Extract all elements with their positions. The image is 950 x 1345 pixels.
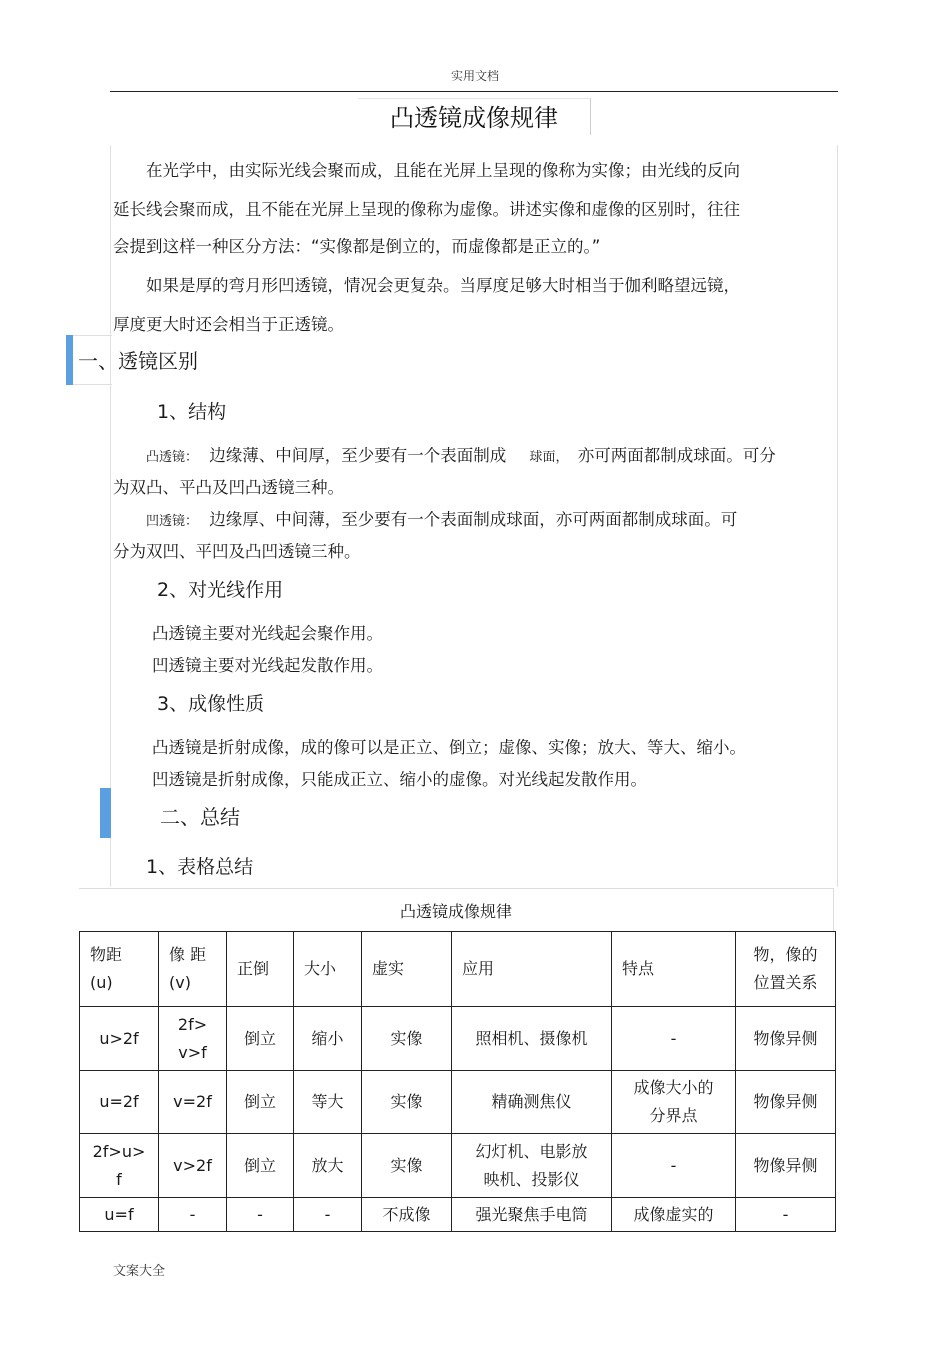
cell-text: - — [324, 1204, 331, 1224]
table-caption: 凸透镜成像规律 — [79, 888, 834, 931]
table-cell — [612, 1007, 736, 1071]
light-effect-heading: 2、对光线作用 — [157, 579, 284, 601]
table-cell — [294, 1134, 362, 1198]
cell-text: 缩小 — [311, 1028, 344, 1048]
intro-paragraph-1-line-3: 会提到这样一种区分方法：“实像都是倒立的，而虚像都是正立的。” — [113, 237, 601, 256]
convex-light-effect: 凸透镜主要对光线起会聚作用。 — [152, 624, 383, 643]
cell-text: 不成像 — [382, 1204, 431, 1224]
cell-text: 映机、投影仪 — [483, 1169, 580, 1189]
header-size — [294, 932, 362, 1007]
cell-text: - — [670, 1155, 677, 1175]
cell-text: 幻灯机、电影放 — [475, 1141, 588, 1161]
cell-text: 精确测焦仪 — [491, 1092, 572, 1111]
concave-label: 凹透镜： — [146, 514, 199, 529]
convex-text-b: 亦可两面都制成球面。可分 — [577, 446, 776, 465]
table-cell — [294, 1198, 362, 1232]
table-cell — [612, 1071, 736, 1134]
cell-text: 实像 — [390, 1028, 423, 1048]
section-2-accent-bar — [100, 788, 111, 838]
intro-paragraph-2-line-2: 厚度更大时还会相当于正透镜。 — [113, 315, 344, 334]
cell-text: - — [670, 1028, 677, 1048]
cell-text: 强光聚焦手电筒 — [475, 1204, 588, 1224]
concave-light-effect: 凹透镜主要对光线起发散作用。 — [152, 656, 383, 675]
header-orientation — [227, 932, 294, 1007]
table-cell — [227, 1134, 294, 1198]
table-cell — [736, 1198, 836, 1232]
cell-text: 大小 — [304, 959, 337, 978]
table-cell — [294, 1071, 362, 1134]
table-summary-heading: 1、表格总结 — [146, 856, 254, 878]
header-image-distance — [159, 932, 227, 1007]
cell-text: 位置关系 — [753, 973, 818, 992]
imaging-rules-table — [79, 931, 836, 1232]
table-cell — [80, 1071, 159, 1134]
table-cell — [227, 1071, 294, 1134]
cell-text: 实像 — [390, 1155, 423, 1175]
cell-text: 倒立 — [243, 1028, 276, 1048]
convex-structure-line-2: 为双凸、平凸及凹凸透镜三种。 — [113, 478, 344, 497]
table-cell — [362, 1007, 452, 1071]
header-application — [452, 932, 612, 1007]
cell-text: v>f — [178, 1042, 207, 1062]
section-1-heading: 一、透镜区别 — [78, 349, 198, 373]
table-cell — [362, 1071, 452, 1134]
page-footer: 文案大全 — [113, 1264, 166, 1279]
table-row — [80, 1198, 836, 1232]
table-cell — [227, 1007, 294, 1071]
header-divider — [110, 91, 838, 92]
imaging-nature-heading: 3、成像性质 — [157, 693, 265, 715]
cell-text: v=2f — [173, 1092, 212, 1111]
cell-text: 像 距 — [169, 945, 207, 964]
table-cell — [159, 1071, 227, 1134]
table-cell — [452, 1071, 612, 1134]
cell-text: 物，像的 — [753, 945, 818, 964]
table-cell — [362, 1134, 452, 1198]
section-1-accent-bar — [66, 335, 73, 385]
table-cell — [159, 1007, 227, 1071]
cell-text: 分界点 — [649, 1106, 698, 1125]
cell-text: 虚实 — [372, 959, 405, 978]
table-cell — [612, 1134, 736, 1198]
cell-text: 成像虚实的 — [633, 1204, 714, 1224]
cell-text: 物像异侧 — [753, 1092, 818, 1111]
content-frame-right — [837, 145, 838, 887]
convex-structure-line-1 — [146, 442, 776, 466]
cell-text: - — [189, 1204, 196, 1224]
cell-text: - — [257, 1204, 263, 1224]
cell-text: 2f>u> — [92, 1141, 146, 1161]
content-frame-left — [110, 145, 111, 887]
table-cell — [736, 1071, 836, 1134]
cell-text: v>2f — [173, 1155, 212, 1175]
header-feature — [612, 932, 736, 1007]
cell-text: 照相机、摄像机 — [475, 1028, 588, 1048]
cell-text: 特点 — [622, 959, 655, 978]
table-cell — [452, 1198, 612, 1232]
header-real-virtual — [362, 932, 452, 1007]
structure-heading: 1、结构 — [157, 401, 227, 423]
convex-text-a: 边缘薄、中间厚，至少要有一个表面制成 — [209, 446, 507, 465]
cell-text: 正倒 — [237, 959, 270, 978]
header-position — [736, 932, 836, 1007]
page-title: 凸透镜成像规律 — [358, 98, 591, 135]
table-cell — [452, 1134, 612, 1198]
cell-text: 2f> — [177, 1014, 208, 1034]
table-row — [80, 1007, 836, 1071]
cell-text: u=2f — [99, 1092, 139, 1111]
table-header-row — [80, 932, 836, 1007]
table-cell — [159, 1134, 227, 1198]
table-cell — [612, 1198, 736, 1232]
table-cell — [736, 1007, 836, 1071]
table-cell — [80, 1007, 159, 1071]
concave-structure-line-2: 分为双凹、平凹及凸凹透镜三种。 — [113, 542, 361, 561]
cell-text: 实像 — [390, 1092, 423, 1111]
table-cell — [452, 1007, 612, 1071]
convex-sphere-term: 球面， — [529, 450, 569, 465]
table-row — [80, 1134, 836, 1198]
intro-paragraph-1-line-2: 延长线会聚而成，且不能在光屏上呈现的像称为虚像。讲述实像和虚像的区别时，往往 — [113, 200, 740, 219]
table-cell — [159, 1198, 227, 1232]
table-cell — [227, 1198, 294, 1232]
cell-text: - — [782, 1204, 789, 1224]
header-object-distance — [80, 932, 159, 1007]
concave-text: 边缘厚、中间薄，至少要有一个表面制成球面，亦可两面都制成球面。可 — [209, 510, 738, 529]
table-cell — [80, 1134, 159, 1198]
table-row — [80, 1071, 836, 1134]
convex-label: 凸透镜： — [146, 450, 199, 465]
cell-text: 物距 — [90, 945, 123, 964]
cell-text: 放大 — [311, 1155, 344, 1175]
cell-text: 物像异侧 — [753, 1155, 818, 1175]
cell-text: u>2f — [99, 1028, 139, 1048]
cell-text: 倒立 — [243, 1155, 276, 1175]
cell-text: 倒立 — [243, 1092, 276, 1111]
cell-text: f — [116, 1169, 122, 1189]
intro-paragraph-2-line-1: 如果是厚的弯月形凹透镜，情况会更复杂。当厚度足够大时相当于伽利略望远镜， — [146, 276, 740, 295]
cell-text: 物像异侧 — [753, 1028, 818, 1048]
cell-text: 应用 — [462, 959, 495, 978]
section-2-heading: 二、总结 — [160, 805, 240, 829]
cell-text: (v) — [169, 973, 191, 992]
intro-paragraph-1-line-1: 在光学中，由实际光线会聚而成，且能在光屏上呈现的像称为实像；由光线的反向 — [146, 161, 740, 180]
table-cell — [294, 1007, 362, 1071]
table-cell — [362, 1198, 452, 1232]
page-header: 实用文档 — [450, 69, 499, 83]
convex-imaging-nature: 凸透镜是折射成像，成的像可以是正立、倒立；虚像、实像；放大、等大、缩小。 — [152, 738, 746, 757]
table-cell — [736, 1134, 836, 1198]
table-cell — [80, 1198, 159, 1232]
cell-text: 成像大小的 — [633, 1078, 714, 1097]
concave-imaging-nature: 凹透镜是折射成像，只能成正立、缩小的虚像。对光线起发散作用。 — [152, 770, 647, 789]
cell-text: 等大 — [311, 1092, 344, 1111]
cell-text: (u) — [90, 973, 113, 992]
concave-structure-line-1 — [146, 506, 737, 530]
cell-text: u=f — [104, 1204, 134, 1224]
